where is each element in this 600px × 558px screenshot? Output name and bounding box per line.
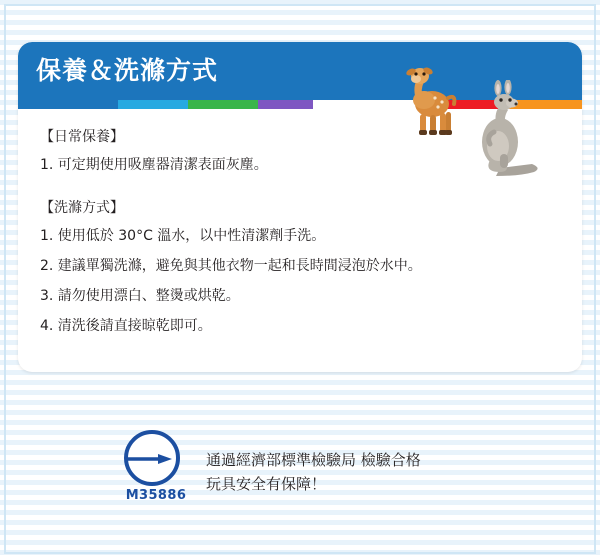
chip-purple xyxy=(258,100,313,109)
certification-block xyxy=(120,430,540,516)
certification-line-2: 玩具安全有保障！ xyxy=(206,475,327,493)
toy-photos xyxy=(398,56,558,196)
section-heading-daily-care: 【日常保養】 xyxy=(40,129,124,145)
bsmi-logo xyxy=(120,430,198,510)
certification-text xyxy=(206,448,421,496)
certification-line-1: 通過經濟部標準檢驗局 檢驗合格 xyxy=(206,451,421,469)
certification-code: M35886 xyxy=(125,488,187,503)
care-instructions-card xyxy=(18,42,582,372)
care-item: 4. 清洗後請直接晾乾即可。 xyxy=(40,318,212,334)
section-heading-washing: 【洗滌方式】 xyxy=(40,200,124,216)
deer-toy xyxy=(402,60,466,138)
kangaroo-toy xyxy=(470,80,542,180)
care-item: 2. 建議單獨洗滌，避免與其他衣物一起和長時間浸泡於水中。 xyxy=(40,258,422,274)
chip-cyan xyxy=(118,100,188,109)
page-title: 保養＆洗滌方式 xyxy=(36,56,219,85)
bsmi-arrow-icon xyxy=(128,454,176,464)
care-item: 1. 可定期使用吸塵器清潔表面灰塵。 xyxy=(40,157,268,173)
care-item: 1. 使用低於 30°C 溫水，以中性清潔劑手洗。 xyxy=(40,228,326,244)
care-item: 3. 請勿使用漂白、整燙或烘乾。 xyxy=(40,288,240,304)
chip-green xyxy=(188,100,258,109)
chip-blue xyxy=(18,100,118,109)
